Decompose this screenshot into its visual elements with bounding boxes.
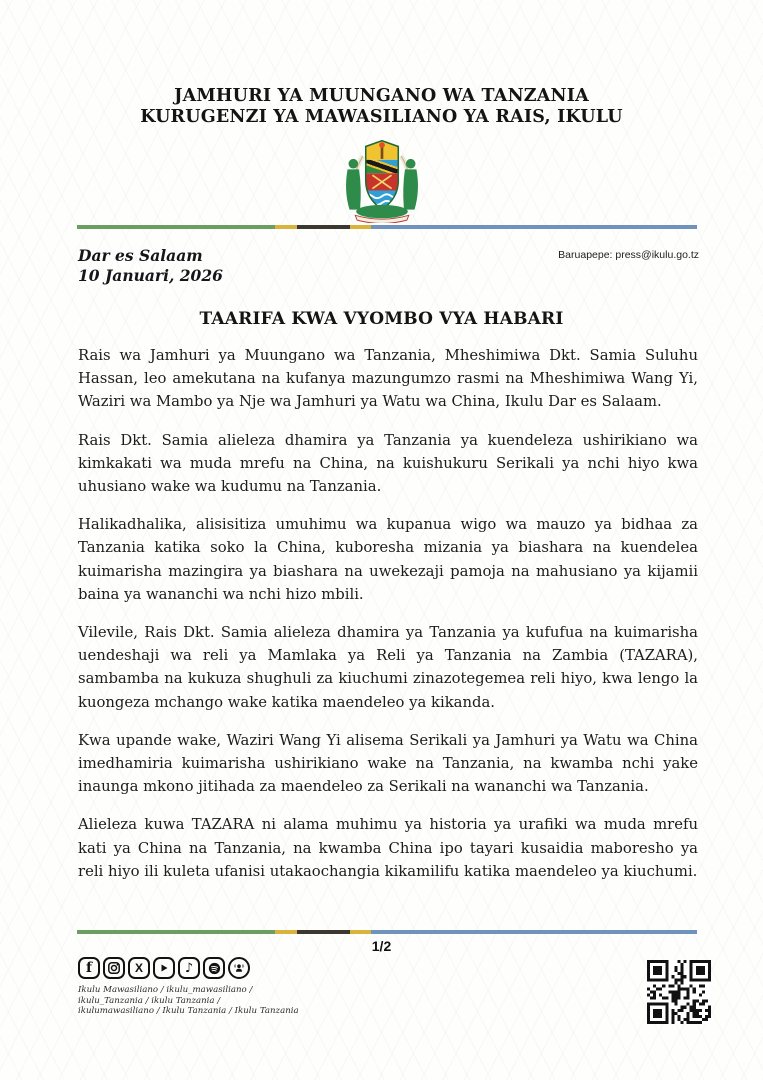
page-footer [0, 930, 763, 1028]
org-name-line2: KURUGENZI YA MAWASILIANO YA RAIS, IKULU [140, 107, 623, 127]
flag-color-rule-bottom [77, 930, 697, 934]
podcast-icon [228, 957, 250, 979]
flag-segment-yellow [275, 225, 297, 229]
social-handles-line: ikulu_Tanzania / ikulu Tanzania / [78, 995, 221, 1006]
flag-segment-green [77, 930, 275, 934]
document-body [0, 344, 763, 883]
social-block [78, 940, 299, 1017]
flag-segment-blue [371, 225, 697, 229]
tanzania-coat-of-arms-icon [334, 135, 430, 223]
paragraph: Kwa upande wake, Waziri Wang Yi alisema Serikali ya Jamhuri ya Watu wa China imedhamiria kuimarisha ushirikiano wake na Tanzania, na kwamba nchi yake inaunga mkono jitihada za maendeleo za Serikali na wananchi wa Tanzania. [78, 731, 698, 796]
flag-segment-black [297, 930, 350, 934]
social-handles-line: Ikulu Mawasiliano / ikulu_mawasiliano / [78, 985, 253, 995]
flag-segment-black [297, 225, 350, 229]
spotify-icon [203, 957, 225, 979]
paragraph: Rais wa Jamhuri ya Muungano wa Tanzania, Mheshimiwa Dkt. Samia Suluhu Hassan, leo amekutana na kufanya mazungumzo rasmi na Mheshimiwa Wang Yi, Waziri wa Mambo ya Nje wa Jamhuri ya Watu wa China, Ikulu Dar es Salaam. [78, 347, 698, 411]
paragraph: Vilevile, Rais Dkt. Samia alieleza dhamira ya Tanzania ya kufufua na kuimarisha uendeshaji wa reli ya Mamlaka ya Reli ya Tanzania na Zambia (TAZARA), sambamba na kukuza shughuli za kiuchumi zinazotegemea reli hiyo, kwa lengo la kuongeza mchango wake katika maendeleo ya kikanda. [78, 624, 698, 711]
flag-segment-yellow [350, 225, 372, 229]
org-name-line1: JAMHURI YA MUUNGANO WA TANZANIA [174, 86, 589, 106]
paragraph: Rais Dkt. Samia alieleza dhamira ya Tanzania ya kuendeleza ushirikiano wa kimkakati wa muda mrefu na China, na kuishukuru Serikali ya nchi hiyo kwa uhusiano wake wa kudumu na Tanzania. [78, 431, 698, 496]
paragraph: Halikadhalika, alisisitiza umuhimu wa kupanua wigo wa mauzo ya bidhaa za Tanzania katika soko la China, kuboresha mizania ya biashara na kuendelea kuimarisha mazingira ya biashara na uwekezaji pamoja na mahusiano ya kijamii baina ya wananchi wa nchi hizo mbili. [78, 516, 698, 603]
press-email: Baruapepe: press@ikulu.go.tz [558, 249, 699, 261]
paragraph: Alieleza kuwa TAZARA ni alama muhimu ya historia ya urafiki wa muda mrefu kati ya China na Tanzania, na kwamba China ipo tayari kusaidia maboresho ya reli hiyo ili kuleta ufanisi utakaochangia kikamilifu katika maendeleo ya kiuchumi. [78, 816, 698, 880]
instagram-icon [103, 957, 125, 979]
tiktok-icon: ♪ [178, 957, 200, 979]
social-icons-row [78, 957, 299, 979]
emblem-wrap [0, 135, 763, 223]
document-title: TAARIFA KWA VYOMBO VYA HABARI [199, 309, 564, 329]
flag-color-rule-top [77, 225, 697, 229]
qr-code [647, 940, 711, 1028]
page-number: 1/2 [371, 938, 392, 954]
social-handles-line: ikulumawasiliano / Ikulu Tanzania / Ikulu Tanzania [78, 1006, 299, 1016]
dateline [78, 246, 699, 286]
org-header [0, 0, 763, 128]
flag-segment-yellow [350, 930, 372, 934]
flag-segment-yellow [275, 930, 297, 934]
flag-segment-blue [371, 930, 697, 934]
dateline-date: 10 Januari, 2026 [78, 266, 223, 285]
social-handles [78, 985, 299, 1017]
facebook-icon: f [78, 957, 100, 979]
dateline-city: Dar es Salaam [78, 246, 203, 265]
youtube-icon [153, 957, 175, 979]
x-icon: X [128, 957, 150, 979]
flag-segment-green [77, 225, 275, 229]
